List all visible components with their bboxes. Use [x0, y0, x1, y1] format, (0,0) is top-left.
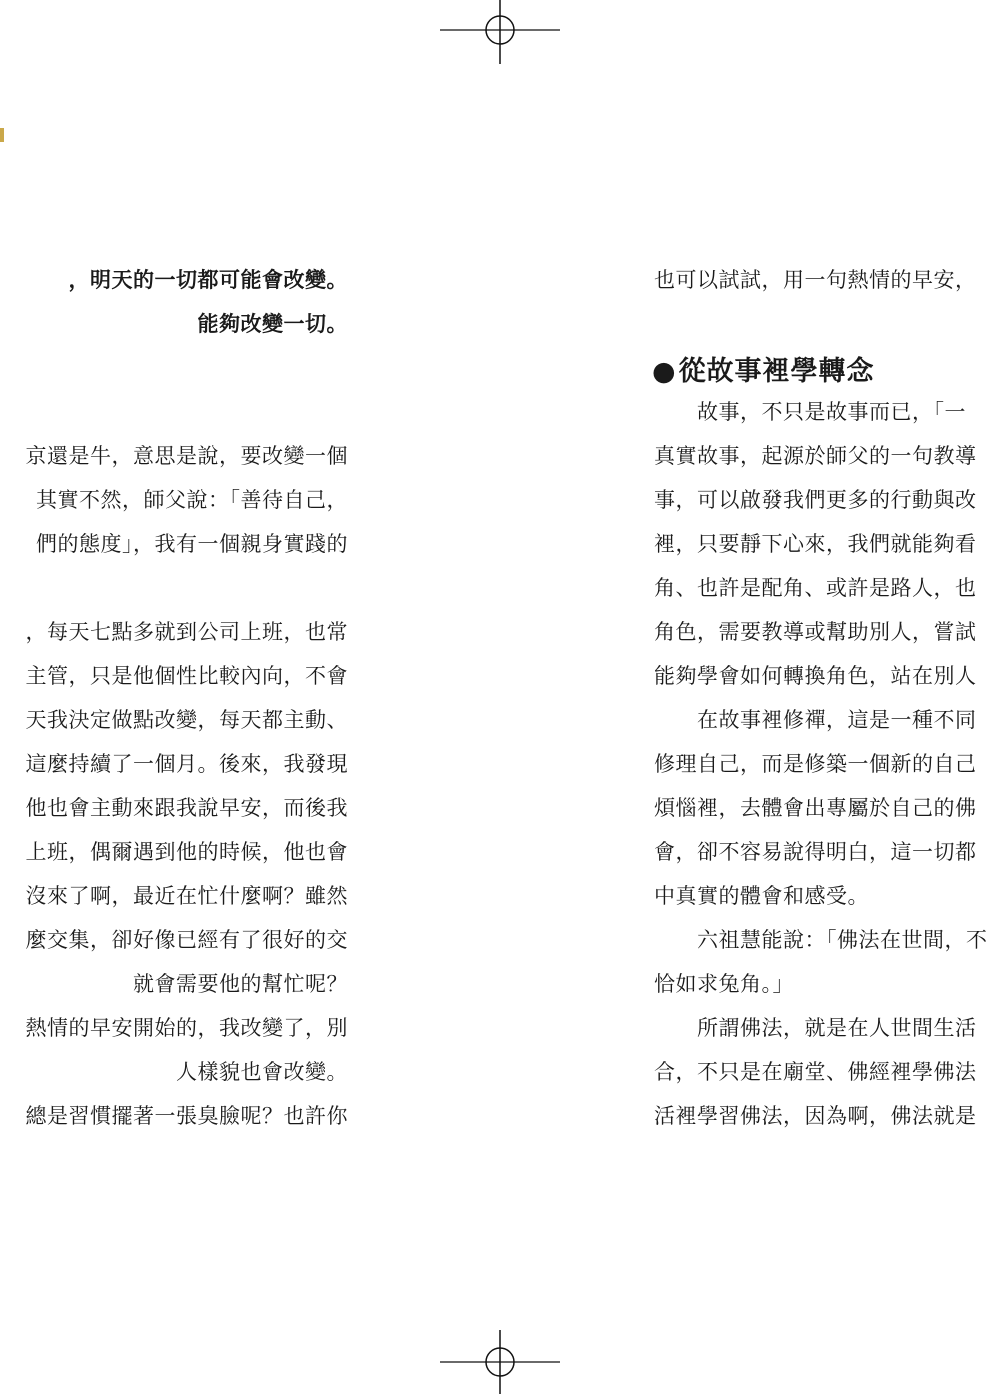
left-text-line: 就會需要他的幫忙呢？ — [133, 972, 348, 996]
right-text-line: 中真實的體會和感受。 — [654, 884, 869, 908]
right-text-line: 角色，需要教導或幫助別人，嘗試 — [654, 620, 977, 644]
right-text-line: 修理自己，而是修築一個新的自己 — [654, 752, 977, 776]
right-text-line: 六祖慧能說：「佛法在世間，不 — [654, 928, 988, 952]
right-page — [500, 0, 1000, 1394]
page-edge-mark — [0, 128, 4, 142]
section-heading-text: 從故事裡學轉念 — [678, 356, 875, 387]
left-text-line: 京還是牛，意思是說，要改變一個 — [25, 444, 348, 468]
left-text-line: 天我決定做點改變，每天都主動、 — [25, 708, 348, 732]
section-heading — [652, 350, 875, 394]
registration-mark-top-icon — [440, 0, 560, 70]
right-text-line: 能夠學會如何轉換角色，站在別人 — [654, 664, 977, 688]
right-text-line: 合，不只是在廟堂、佛經裡學佛法 — [654, 1060, 977, 1084]
right-text-line: 裡，只要靜下心來，我們就能夠看 — [654, 532, 977, 556]
right-text-line: 活裡學習佛法，因為啊，佛法就是 — [654, 1104, 977, 1128]
left-text-line: 們的態度」，我有一個親身實踐的 — [36, 532, 348, 556]
left-text-line: ，明天的一切都可能會改變。 — [68, 267, 348, 292]
right-text-line: 恰如求兔角。」 — [654, 972, 794, 996]
right-text-line: 在故事裡修禪，這是一種不同 — [654, 708, 977, 732]
right-text-line: 真實故事，起源於師父的一句教導 — [654, 444, 977, 468]
left-text-line: 總是習慣擺著一張臭臉呢？也許你 — [25, 1104, 348, 1128]
left-text-line: 他也會主動來跟我說早安，而後我 — [25, 796, 348, 820]
left-text-line: 熱情的早安開始的，我改變了，別 — [25, 1016, 348, 1040]
left-text-line: ，每天七點多就到公司上班，也常 — [25, 620, 348, 644]
right-text-line: 會，卻不容易說得明白，這一切都 — [654, 840, 977, 864]
left-text-line: 主管，只是他個性比較內向，不會 — [25, 664, 348, 688]
right-text-line: 煩惱裡，去體會出專屬於自己的佛 — [654, 796, 977, 820]
left-text-line: 人樣貌也會改變。 — [176, 1060, 348, 1084]
right-text-line: 事，可以啟發我們更多的行動與改 — [654, 488, 977, 512]
left-text-line: 沒來了啊，最近在忙什麼啊？雖然 — [25, 884, 348, 908]
bullet-icon: ● — [652, 356, 677, 387]
registration-mark-bottom-icon — [440, 1324, 560, 1394]
right-text-line: 故事，不只是故事而已，「一 — [654, 400, 966, 424]
left-text-line: 上班，偶爾遇到他的時候，他也會 — [25, 840, 348, 864]
right-text-line: 所謂佛法，就是在人世間生活 — [654, 1016, 977, 1040]
left-text-line: 麼交集，卻好像已經有了很好的交 — [25, 928, 348, 952]
left-text-line: 這麼持續了一個月。後來，我發現 — [25, 752, 348, 776]
left-text-line: 其實不然，師父說：「善待自己， — [36, 488, 348, 512]
right-intro-line: 也可以試試，用一句熱情的早安， — [654, 268, 977, 292]
right-text-line: 角、也許是配角、或許是路人，也 — [654, 576, 977, 600]
left-text-line: 能夠改變一切。 — [197, 311, 348, 336]
